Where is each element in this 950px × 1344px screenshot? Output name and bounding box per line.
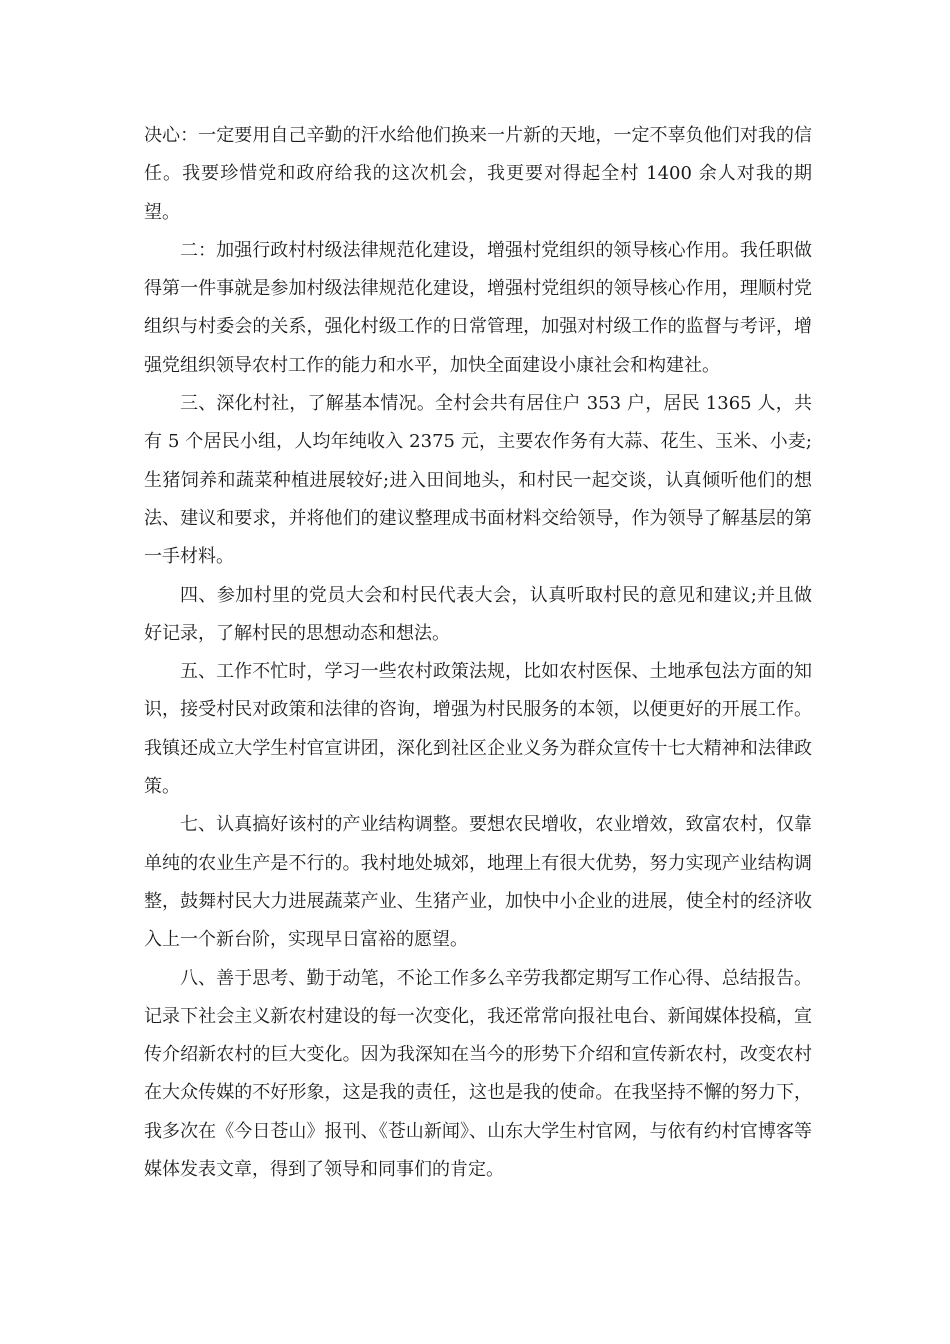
- paragraph-6: 七、认真搞好该村的产业结构调整。要想农民增收，农业增效，致富农村，仅靠单纯的农业生产是不行的。我村地处城郊，地理上有很大优势，努力实现产业结构调整，鼓舞村民大力进展蔬菜产业、生猪产业，加快中小企业的进展，使全村的经济收入上一个新台阶，实现早日富裕的愿望。: [144, 814, 812, 951]
- paragraph-2: 二：加强行政村村级法律规范化建设，增强村党组织的领导核心作用。我任职做得第一件事就是参加村级法律规范化建设，增强村党组织的领导核心作用，理顺村党组织与村委会的关系，强化村级工作的日常管理，加强对村级工作的监督与考评，增强党组织领导农村工作的能力和水平，加快全面建设小康社会和构建社。: [144, 239, 812, 376]
- paragraph-3: 三、深化村社，了解基本情况。全村会共有居住户 353 户，居民 1365 人，共有 5 个居民小组，人均年纯收入 2375 元，主要农作务有大蒜、花生、玉米、小麦;生猪饲养和蔬菜种植进展较好;进入田间地头，和村民一起交谈，认真倾听他们的想法、建议和要求，并将他们的建议整理成书面材料交给领导，作为领导了解基层的第一手材料。: [144, 393, 812, 568]
- document-page: [144, 117, 812, 1189]
- paragraph-4: 四、参加村里的党员大会和村民代表大会，认真听取村民的意见和建议;并且做好记录，了解村民的思想动态和想法。: [144, 584, 812, 644]
- paragraph-5: 五、工作不忙时，学习一些农村政策法规，比如农村医保、土地承包法方面的知识，接受村民对政策和法律的咨询，增强为村民服务的本领，以便更好的开展工作。我镇还成立大学生村官宣讲团，深化到社区企业义务为群众宣传十七大精神和法律政策。: [144, 661, 812, 798]
- paragraph-1: 决心：一定要用自己辛勤的汗水给他们换来一片新的天地，一定不辜负他们对我的信任。我要珍惜党和政府给我的这次机会，我更要对得起全村 1400 余人对我的期望。: [144, 125, 812, 223]
- paragraph-7: 八、善于思考、勤于动笔，不论工作多么辛劳我都定期写工作心得、总结报告。记录下社会主义新农村建设的每一次变化，我还常常向报社电台、新闻媒体投稿，宣传介绍新农村的巨大变化。因为我深知在当今的形势下介绍和宣传新农村，改变农村在大众传媒的不好形象，这是我的责任，这也是我的使命。在我坚持不懈的努力下，我多次在《今日苍山》报刊、《苍山新闻》、山东大学生村官网，与依有约村官博客等媒体发表文章，得到了领导和同事们的肯定。: [144, 967, 812, 1181]
